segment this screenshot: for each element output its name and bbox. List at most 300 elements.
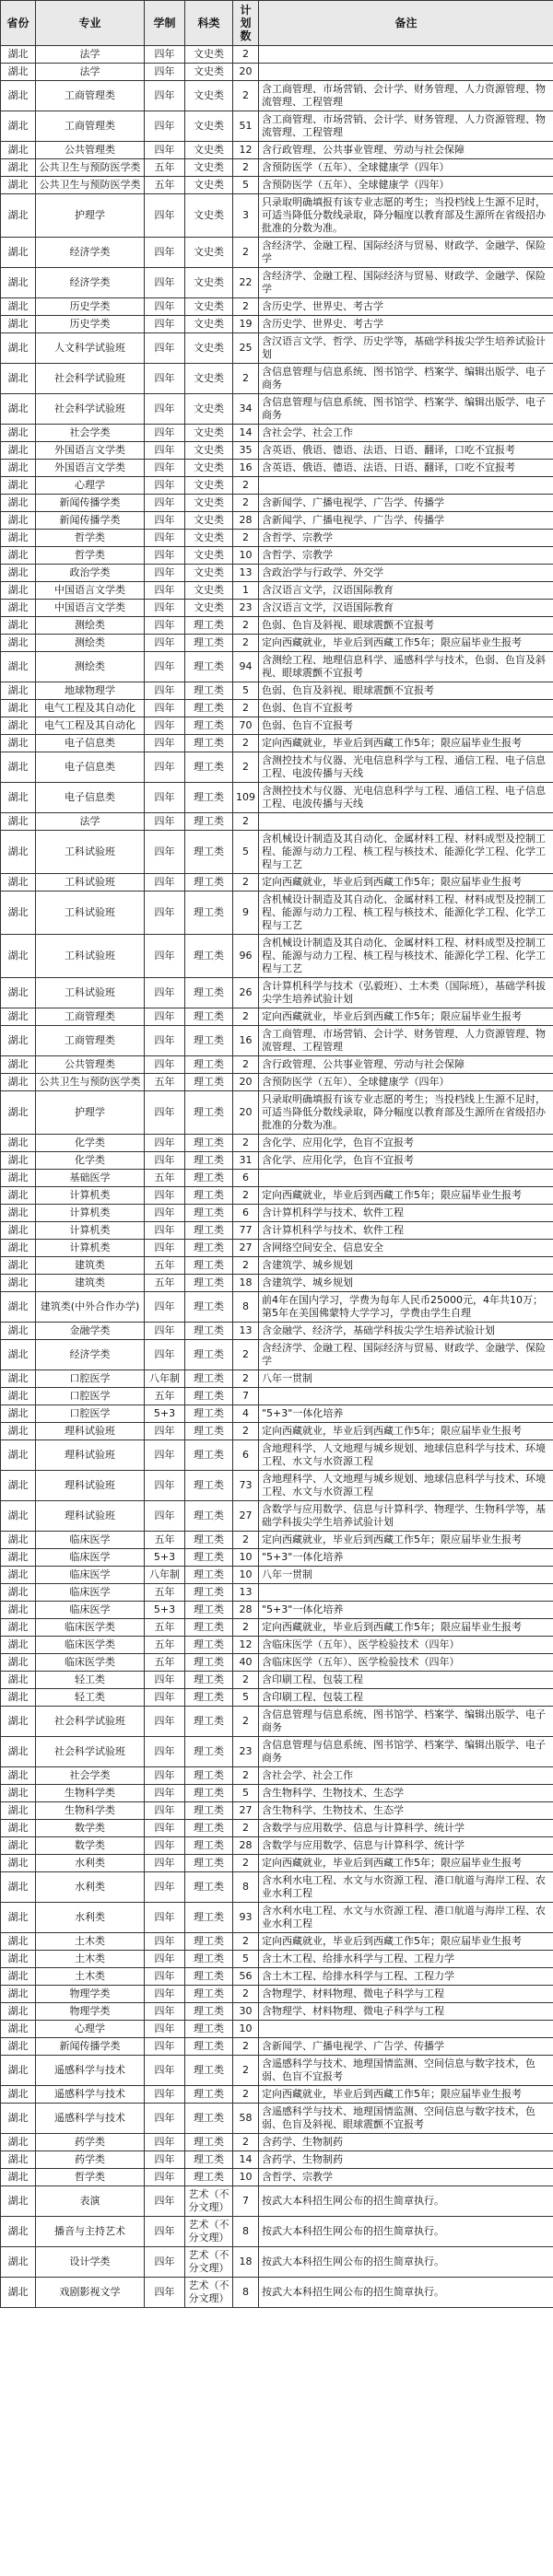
cell-length: 四年 — [145, 1240, 185, 1257]
cell-length: 四年 — [145, 652, 185, 682]
cell-province: 湖北 — [1, 1323, 36, 1340]
cell-type: 理工类 — [185, 2134, 233, 2151]
cell-note: 含水利水电工程、水文与水资源工程、港口航道与海岸工程、农业水利工程 — [259, 1872, 553, 1903]
cell-major: 理科试验班 — [36, 1423, 145, 1440]
cell-note: 含行政管理、公共事业管理、劳动与社会保障 — [259, 1056, 553, 1074]
cell-type: 理工类 — [185, 813, 233, 831]
cell-plan: 2 — [233, 1672, 259, 1689]
cell-length: 四年 — [145, 1968, 185, 1986]
cell-length: 四年 — [145, 2186, 185, 2217]
cell-major: 数学类 — [36, 1820, 145, 1837]
cell-type: 文史类 — [185, 64, 233, 81]
cell-length: 四年 — [145, 2021, 185, 2038]
cell-note: 含数学与应用数学、信息与计算科学、物理学、生物科学等，基础学科拔尖学生培养试验计划 — [259, 1501, 553, 1532]
cell-note: 含临床医学（五年）、医学检验技术（四年） — [259, 1637, 553, 1654]
cell-major: 遥感科学与技术 — [36, 2086, 145, 2104]
cell-type: 理工类 — [185, 1968, 233, 1986]
cell-major: 社会学类 — [36, 1767, 145, 1785]
cell-note: 定向西藏就业，毕业后到西藏工作5年；限应届毕业生报考 — [259, 1532, 553, 1549]
cell-length: 四年 — [145, 1802, 185, 1820]
table-row — [1, 1637, 553, 1654]
cell-length: 四年 — [145, 547, 185, 565]
cell-type: 文史类 — [185, 425, 233, 442]
cell-province: 湖北 — [1, 2169, 36, 2186]
table-row — [1, 735, 553, 752]
cell-province: 湖北 — [1, 1820, 36, 1837]
cell-note: 含药学、生物制药 — [259, 2134, 553, 2151]
table-row — [1, 394, 553, 425]
cell-province: 湖北 — [1, 565, 36, 582]
cell-province: 湖北 — [1, 1471, 36, 1501]
cell-major: 公共卫生与预防医学类 — [36, 177, 145, 194]
cell-length: 四年 — [145, 425, 185, 442]
cell-province: 湖北 — [1, 1187, 36, 1205]
cell-plan: 20 — [233, 1091, 259, 1135]
cell-note: 含地理科学、人文地理与城乡规划、地球信息科学与技术、环境工程、水文与水资源工程 — [259, 1471, 553, 1501]
table-row — [1, 1654, 553, 1672]
cell-type: 理工类 — [185, 1567, 233, 1584]
cell-type: 理工类 — [185, 1026, 233, 1056]
cell-note — [259, 813, 553, 831]
cell-length: 五年 — [145, 1532, 185, 1549]
cell-plan: 2 — [233, 1340, 259, 1370]
cell-type: 文史类 — [185, 460, 233, 477]
table-row — [1, 2169, 553, 2186]
cell-major: 水利类 — [36, 1903, 145, 1933]
cell-note: 含遥感科学与技术、地理国情监测、空间信息与数字技术，色弱、色盲及斜视、眼球震颤不宜报考 — [259, 2104, 553, 2134]
table-row — [1, 442, 553, 460]
cell-major: 化学类 — [36, 1135, 145, 1152]
cell-type: 理工类 — [185, 831, 233, 874]
cell-note: 含社会学、社会工作 — [259, 1767, 553, 1785]
cell-plan: 2 — [233, 1619, 259, 1637]
cell-type: 理工类 — [185, 682, 233, 700]
cell-plan: 13 — [233, 1584, 259, 1602]
cell-plan: 1 — [233, 582, 259, 600]
cell-major: 遥感科学与技术 — [36, 2056, 145, 2086]
cell-note: 含物理学、材料物理、微电子科学与工程 — [259, 2003, 553, 2021]
table-row — [1, 1968, 553, 1986]
header-province: 省份 — [1, 1, 36, 46]
cell-plan: 23 — [233, 600, 259, 617]
table-row — [1, 64, 553, 81]
cell-type: 文史类 — [185, 442, 233, 460]
cell-province: 湖北 — [1, 1340, 36, 1370]
cell-major: 工商管理类 — [36, 81, 145, 111]
cell-note: 含行政管理、公共事业管理、劳动与社会保障 — [259, 142, 553, 159]
cell-type: 理工类 — [185, 752, 233, 783]
table-row — [1, 1903, 553, 1933]
cell-plan: 18 — [233, 1275, 259, 1292]
cell-length: 5+3 — [145, 1602, 185, 1619]
cell-major: 哲学类 — [36, 530, 145, 547]
cell-note: 含计算机科学与技术、软件工程 — [259, 1222, 553, 1240]
cell-type: 理工类 — [185, 1689, 233, 1707]
cell-type: 理工类 — [185, 1637, 233, 1654]
cell-note: 含政治学与行政学、外交学 — [259, 565, 553, 582]
cell-plan: 2 — [233, 1933, 259, 1951]
table-row — [1, 1549, 553, 1567]
cell-type: 理工类 — [185, 1405, 233, 1423]
cell-province: 湖北 — [1, 831, 36, 874]
table-row — [1, 935, 553, 978]
cell-type: 理工类 — [185, 1340, 233, 1370]
cell-province: 湖北 — [1, 1802, 36, 1820]
cell-province: 湖北 — [1, 752, 36, 783]
cell-length: 四年 — [145, 298, 185, 316]
cell-plan: 16 — [233, 1026, 259, 1056]
cell-major: 工商管理类 — [36, 1008, 145, 1026]
cell-note: 定向西藏就业，毕业后到西藏工作5年；限应届毕业生报考 — [259, 1933, 553, 1951]
cell-plan: 2 — [233, 752, 259, 783]
cell-major: 经济学类 — [36, 268, 145, 298]
cell-plan: 5 — [233, 831, 259, 874]
cell-note: 含生物科学、生物技术、生态学 — [259, 1802, 553, 1820]
cell-type: 文史类 — [185, 238, 233, 268]
table-row — [1, 2086, 553, 2104]
cell-plan: 2 — [233, 1532, 259, 1549]
cell-province: 湖北 — [1, 46, 36, 64]
cell-length: 五年 — [145, 1637, 185, 1654]
cell-length: 四年 — [145, 1707, 185, 1737]
cell-length: 四年 — [145, 735, 185, 752]
table-row — [1, 159, 553, 177]
cell-plan: 2 — [233, 1056, 259, 1074]
cell-note: 含汉语言文学、哲学、历史学等，基础学科拔尖学生培养试验计划 — [259, 333, 553, 364]
cell-province: 湖北 — [1, 1405, 36, 1423]
cell-note: 定向西藏就业，毕业后到西藏工作5年；限应届毕业生报考 — [259, 1423, 553, 1440]
table-row — [1, 978, 553, 1008]
cell-major: 经济学类 — [36, 238, 145, 268]
cell-province: 湖北 — [1, 1056, 36, 1074]
cell-plan: 5 — [233, 682, 259, 700]
table-row — [1, 1440, 553, 1471]
cell-length: 四年 — [145, 1152, 185, 1170]
cell-note: 含信息管理与信息系统、图书馆学、档案学、编辑出版学、电子商务 — [259, 394, 553, 425]
cell-type: 理工类 — [185, 1440, 233, 1471]
cell-note — [259, 2021, 553, 2038]
cell-length: 四年 — [145, 682, 185, 700]
cell-plan: 18 — [233, 2247, 259, 2278]
table-row — [1, 460, 553, 477]
cell-type: 理工类 — [185, 652, 233, 682]
cell-province: 湖北 — [1, 1672, 36, 1689]
cell-plan: 2 — [233, 635, 259, 652]
table-body — [1, 46, 553, 2308]
cell-major: 护理学 — [36, 1091, 145, 1135]
cell-major: 法学 — [36, 46, 145, 64]
cell-major: 经济学类 — [36, 1340, 145, 1370]
cell-province: 湖北 — [1, 2056, 36, 2086]
cell-type: 理工类 — [185, 1672, 233, 1689]
table-row — [1, 1388, 553, 1405]
cell-major: 工商管理类 — [36, 111, 145, 142]
table-row — [1, 1532, 553, 1549]
cell-length: 四年 — [145, 1737, 185, 1767]
cell-plan: 2 — [233, 1767, 259, 1785]
cell-note: 只录取明确填报有该专业志愿的考生；当投档线上生源不足时，可适当降低分数线录取，降分幅度以教育部及生源所在省级招办批准的分数为准。 — [259, 1091, 553, 1135]
table-row — [1, 1933, 553, 1951]
cell-type: 理工类 — [185, 1275, 233, 1292]
cell-major: 遥感科学与技术 — [36, 2104, 145, 2134]
cell-note: 含计算机科学与技术（弘毅班）、土木类（国际班），基础学科拔尖学生培养试验计划 — [259, 978, 553, 1008]
cell-plan: 7 — [233, 1388, 259, 1405]
cell-province: 湖北 — [1, 617, 36, 635]
cell-type: 理工类 — [185, 1820, 233, 1837]
cell-length: 5+3 — [145, 1549, 185, 1567]
table-row — [1, 1257, 553, 1275]
cell-province: 湖北 — [1, 2104, 36, 2134]
cell-plan: 9 — [233, 892, 259, 935]
cell-length: 四年 — [145, 1933, 185, 1951]
cell-type: 理工类 — [185, 1986, 233, 2003]
table-row — [1, 1370, 553, 1388]
table-row — [1, 1619, 553, 1637]
cell-province: 湖北 — [1, 495, 36, 512]
cell-length: 四年 — [145, 46, 185, 64]
cell-plan: 58 — [233, 2104, 259, 2134]
cell-major: 电子信息类 — [36, 783, 145, 813]
cell-note: 前4年在国内学习，学费为每年人民币25000元，4年共10万；第5年在美国佛蒙特大学学习，学费由学生自理 — [259, 1292, 553, 1323]
table-row — [1, 477, 553, 495]
cell-type: 文史类 — [185, 512, 233, 530]
cell-length: 四年 — [145, 1785, 185, 1802]
cell-province: 湖北 — [1, 1275, 36, 1292]
table-row — [1, 1056, 553, 1074]
cell-province: 湖北 — [1, 512, 36, 530]
table-row — [1, 46, 553, 64]
cell-plan: 56 — [233, 1968, 259, 1986]
cell-length: 四年 — [145, 582, 185, 600]
cell-type: 理工类 — [185, 1370, 233, 1388]
cell-type: 文史类 — [185, 600, 233, 617]
cell-type: 理工类 — [185, 1388, 233, 1405]
cell-type: 理工类 — [185, 1135, 233, 1152]
cell-plan: 31 — [233, 1152, 259, 1170]
cell-major: 口腔医学 — [36, 1370, 145, 1388]
cell-type: 理工类 — [185, 1152, 233, 1170]
cell-length: 四年 — [145, 935, 185, 978]
cell-plan: 14 — [233, 2151, 259, 2169]
cell-plan: 13 — [233, 565, 259, 582]
cell-note: 含工商管理、市场营销、会计学、财务管理、人力资源管理、物流管理、工程管理 — [259, 81, 553, 111]
cell-province: 湖北 — [1, 874, 36, 892]
cell-major: 新闻传播学类 — [36, 2038, 145, 2056]
cell-length: 四年 — [145, 2134, 185, 2151]
cell-type: 理工类 — [185, 1222, 233, 1240]
cell-note: 含哲学、宗教学 — [259, 530, 553, 547]
cell-major: 电子信息类 — [36, 752, 145, 783]
cell-note: 含土木工程、给排水科学与工程、工程力学 — [259, 1951, 553, 1968]
cell-type: 理工类 — [185, 1471, 233, 1501]
cell-major: 心理学 — [36, 2021, 145, 2038]
cell-plan: 20 — [233, 64, 259, 81]
cell-length: 四年 — [145, 717, 185, 735]
cell-province: 湖北 — [1, 2021, 36, 2038]
cell-note: 定向西藏就业，毕业后到西藏工作5年；限应届毕业生报考 — [259, 735, 553, 752]
cell-note: 含汉语言文学，汉语国际教育 — [259, 582, 553, 600]
cell-major: 轻工类 — [36, 1689, 145, 1707]
cell-note: 色弱、色盲不宜报考 — [259, 717, 553, 735]
cell-note: 含工商管理、市场营销、会计学、财务管理、人力资源管理、物流管理、工程管理 — [259, 111, 553, 142]
cell-province: 湖北 — [1, 364, 36, 394]
cell-type: 理工类 — [185, 1602, 233, 1619]
cell-type: 理工类 — [185, 1008, 233, 1026]
cell-note: 含化学、应用化学，色盲不宜报考 — [259, 1135, 553, 1152]
table-row — [1, 2134, 553, 2151]
table-row — [1, 635, 553, 652]
cell-note: 定向西藏就业，毕业后到西藏工作5年；限应届毕业生报考 — [259, 1619, 553, 1637]
cell-plan: 2 — [233, 2086, 259, 2104]
cell-major: 播音与主持艺术 — [36, 2217, 145, 2247]
cell-type: 文史类 — [185, 530, 233, 547]
cell-type: 理工类 — [185, 892, 233, 935]
cell-province: 湖北 — [1, 1222, 36, 1240]
cell-province: 湖北 — [1, 1257, 36, 1275]
cell-type: 文史类 — [185, 394, 233, 425]
cell-note: 含地理科学、人文地理与城乡规划、地球信息科学与技术、环境工程、水文与水资源工程 — [259, 1440, 553, 1471]
cell-plan: 2 — [233, 735, 259, 752]
cell-plan: 2 — [233, 617, 259, 635]
cell-length: 四年 — [145, 752, 185, 783]
cell-type: 理工类 — [185, 1292, 233, 1323]
cell-major: 物理学类 — [36, 1986, 145, 2003]
cell-length: 四年 — [145, 1767, 185, 1785]
cell-plan: 5 — [233, 1951, 259, 1968]
cell-length: 五年 — [145, 1170, 185, 1187]
cell-major: 金融学类 — [36, 1323, 145, 1340]
cell-length: 五年 — [145, 1654, 185, 1672]
cell-type: 理工类 — [185, 1240, 233, 1257]
table-row — [1, 1837, 553, 1855]
cell-major: 水利类 — [36, 1872, 145, 1903]
table-row — [1, 874, 553, 892]
cell-length: 四年 — [145, 333, 185, 364]
cell-plan: 2 — [233, 1986, 259, 2003]
cell-plan: 35 — [233, 442, 259, 460]
cell-major: 轻工类 — [36, 1672, 145, 1689]
table-row — [1, 2247, 553, 2278]
cell-plan: 10 — [233, 2021, 259, 2038]
cell-plan: 2 — [233, 364, 259, 394]
cell-note — [259, 64, 553, 81]
table-row — [1, 1501, 553, 1532]
cell-length: 四年 — [145, 364, 185, 394]
header-length: 学制 — [145, 1, 185, 46]
cell-plan: 20 — [233, 1074, 259, 1091]
cell-type: 文史类 — [185, 582, 233, 600]
cell-major: 药学类 — [36, 2134, 145, 2151]
cell-major: 物理学类 — [36, 2003, 145, 2021]
table-row — [1, 111, 553, 142]
table-row — [1, 530, 553, 547]
table-row — [1, 1672, 553, 1689]
cell-major: 土木类 — [36, 1933, 145, 1951]
cell-province: 湖北 — [1, 547, 36, 565]
table-row — [1, 1205, 553, 1222]
cell-length: 四年 — [145, 2169, 185, 2186]
cell-length: 四年 — [145, 2278, 185, 2308]
cell-plan: 8 — [233, 1872, 259, 1903]
cell-province: 湖北 — [1, 2038, 36, 2056]
cell-type: 理工类 — [185, 2003, 233, 2021]
table-row — [1, 142, 553, 159]
cell-length: 四年 — [145, 268, 185, 298]
cell-note: 含新闻学、广播电视学、广告学、传播学 — [259, 495, 553, 512]
table-row — [1, 682, 553, 700]
cell-note: 含新闻学、广播电视学、广告学、传播学 — [259, 512, 553, 530]
cell-major: 生物科学类 — [36, 1802, 145, 1820]
cell-major: 社会科学试验班 — [36, 364, 145, 394]
cell-major: 哲学类 — [36, 2169, 145, 2186]
cell-province: 湖北 — [1, 700, 36, 717]
cell-note — [259, 1388, 553, 1405]
cell-type: 理工类 — [185, 2151, 233, 2169]
cell-major: 临床医学类 — [36, 1619, 145, 1637]
cell-type: 理工类 — [185, 700, 233, 717]
cell-note: 含建筑学、城乡规划 — [259, 1275, 553, 1292]
cell-major: 表演 — [36, 2186, 145, 2217]
cell-plan: 6 — [233, 1205, 259, 1222]
cell-province: 湖北 — [1, 1091, 36, 1135]
table-row — [1, 700, 553, 717]
cell-note: 含历史学、世界史、考古学 — [259, 298, 553, 316]
cell-major: 戏剧影视文学 — [36, 2278, 145, 2308]
cell-note: 含机械设计制造及其自动化、金属材料工程、材料成型及控制工程、能源与动力工程、核工程与核技术、能源化学工程、化学工程与工艺 — [259, 831, 553, 874]
cell-type: 理工类 — [185, 2038, 233, 2056]
cell-plan: 51 — [233, 111, 259, 142]
cell-plan: 2 — [233, 1855, 259, 1872]
table-row — [1, 2038, 553, 2056]
cell-length: 四年 — [145, 617, 185, 635]
cell-length: 四年 — [145, 2104, 185, 2134]
cell-type: 理工类 — [185, 783, 233, 813]
cell-province: 湖北 — [1, 530, 36, 547]
cell-plan: 10 — [233, 1567, 259, 1584]
cell-type: 理工类 — [185, 1074, 233, 1091]
cell-province: 湖北 — [1, 1968, 36, 1986]
cell-length: 四年 — [145, 1872, 185, 1903]
cell-major: 社会科学试验班 — [36, 1737, 145, 1767]
cell-major: 数学类 — [36, 1837, 145, 1855]
table-row — [1, 1785, 553, 1802]
cell-length: 四年 — [145, 460, 185, 477]
cell-major: 外国语言文学类 — [36, 442, 145, 460]
table-row — [1, 1222, 553, 1240]
cell-major: 理科试验班 — [36, 1471, 145, 1501]
cell-length: 四年 — [145, 1672, 185, 1689]
cell-length: 四年 — [145, 81, 185, 111]
cell-type: 文史类 — [185, 268, 233, 298]
cell-type: 理工类 — [185, 717, 233, 735]
cell-plan: 2 — [233, 2056, 259, 2086]
cell-province: 湖北 — [1, 1549, 36, 1567]
cell-province: 湖北 — [1, 298, 36, 316]
cell-type: 文史类 — [185, 565, 233, 582]
cell-note: 含机械设计制造及其自动化、金属材料工程、材料成型及控制工程、能源与动力工程、核工程与核技术、能源化学工程、化学工程与工艺 — [259, 892, 553, 935]
cell-province: 湖北 — [1, 1532, 36, 1549]
table-row — [1, 1323, 553, 1340]
cell-length: 五年 — [145, 159, 185, 177]
cell-type: 文史类 — [185, 298, 233, 316]
cell-province: 湖北 — [1, 1026, 36, 1056]
cell-note: 含新闻学、广播电视学、广告学、传播学 — [259, 2038, 553, 2056]
cell-type: 理工类 — [185, 1619, 233, 1637]
header-row — [1, 1, 553, 46]
table-row — [1, 1737, 553, 1767]
cell-major: 计算机类 — [36, 1240, 145, 1257]
cell-plan: 2 — [233, 298, 259, 316]
